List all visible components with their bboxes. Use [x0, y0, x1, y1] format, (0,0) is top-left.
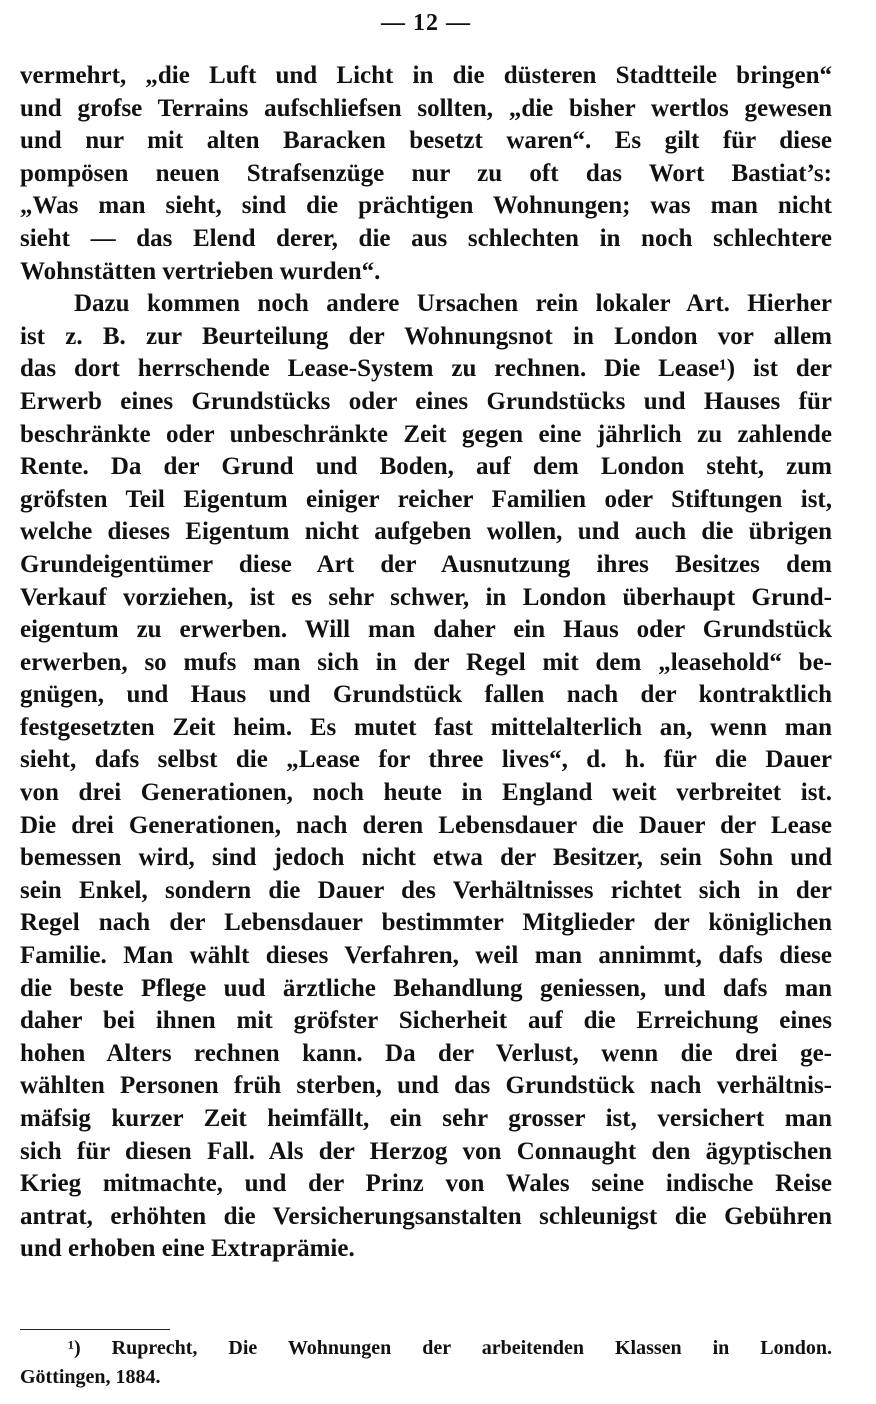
footnote-line: Göttingen, 1884. [20, 1366, 161, 1388]
text-line: Rente. Da der Grund und Boden, auf dem London steht, zum [20, 453, 832, 481]
text-line: und erhoben eine Extraprämie. [20, 1235, 355, 1263]
text-line: mäfsig kurzer Zeit heimfällt, ein sehr grosser ist, versichert man [20, 1105, 832, 1132]
text-line: ist z. B. zur Beurteilung der Wohnungsnot in London vor allem [20, 322, 832, 350]
text-line: die beste Pflege uud ärztliche Behandlung geniessen, und dafs man [20, 974, 832, 1002]
text-line: festgesetzten Zeit heim. Es mutet fast mittelalterlich an, wenn man [20, 713, 832, 741]
text-line: welche dieses Eigentum nicht aufgeben wollen, und auch die übrigen [20, 518, 832, 546]
footnote-separator [20, 1329, 170, 1330]
text-line: gnügen, und Haus und Grundstück fallen nach der kontraktlich [20, 681, 832, 709]
text-line: beschränkte oder unbeschränkte Zeit gegen eine jährlich zu zahlende [20, 420, 832, 448]
text-line: Familie. Man wählt dieses Verfahren, weil man annimmt, dafs diese [20, 942, 832, 970]
text-line: Die drei Generationen, nach deren Lebensdauer die Dauer der Lease [20, 811, 832, 839]
text-line: und nur mit alten Baracken besetzt waren“. Es gilt für diese [20, 127, 832, 155]
text-line: pompösen neuen Strafsenzüge nur zu oft das Wort Bastiat’s: [20, 159, 832, 187]
text-line: sieht — das Elend derer, die aus schlechten in noch schlechtere [20, 224, 832, 252]
text-line: sein Enkel, sondern die Dauer des Verhältnisses richtet sich in der [20, 876, 832, 904]
text-line: Dazu kommen noch andere Ursachen rein lokaler Art. Hierher [74, 290, 832, 318]
document-page [20, 0, 832, 1404]
footnote-line: ¹) Ruprecht, Die Wohnungen der arbeitenden Klassen in London. [68, 1337, 832, 1359]
text-line: daher bei ihnen mit gröfster Sicherheit auf die Erreichung eines [20, 1007, 832, 1035]
text-line: erwerben, so mufs man sich in der Regel mit dem „leasehold“ be- [20, 648, 832, 676]
text-line: gröfsten Teil Eigentum einiger reicher Familien oder Stiftungen ist, [20, 485, 832, 513]
text-line: von drei Generationen, noch heute in England weit verbreitet ist. [20, 779, 832, 807]
text-line: antrat, erhöhten die Versicherungsanstalten schleunigst die Gebühren [20, 1202, 832, 1230]
text-line: „Was man sieht, sind die prächtigen Wohnungen; was man nicht [20, 192, 832, 220]
footnote [20, 1334, 832, 1392]
text-line: Wohnstätten vertrieben wurden“. [20, 257, 381, 285]
body-text [20, 60, 832, 1266]
text-line: das dort herrschende Lease-System zu rechnen. Die Lease¹) ist der [20, 355, 832, 383]
text-line: hohen Alters rechnen kann. Da der Verlust, wenn die drei ge- [20, 1039, 832, 1067]
text-line: bemessen wird, sind jedoch nicht etwa der Besitzer, sein Sohn und [20, 844, 832, 872]
text-line: vermehrt, „die Luft und Licht in die düsteren Stadtteile bringen“ [20, 62, 832, 89]
text-line: sieht, dafs selbst die „Lease for three lives“, d. h. für die Dauer [20, 746, 832, 774]
text-line: Krieg mitmachte, und der Prinz von Wales seine indische Reise [20, 1170, 832, 1198]
text-line: eigentum zu erwerben. Will man daher ein Haus oder Grundstück [20, 616, 832, 644]
page-number: — 12 — [381, 10, 471, 36]
text-line: wählten Personen früh sterben, und das Grundstück nach verhältnis- [20, 1072, 832, 1100]
text-line: Grundeigentümer diese Art der Ausnutzung ihres Besitzes dem [20, 550, 832, 578]
text-line: sich für diesen Fall. Als der Herzog von Connaught den ägyptischen [20, 1137, 832, 1165]
text-line: und grofse Terrains aufschliefsen sollten, „die bisher wertlos gewesen [20, 94, 832, 122]
text-line: Erwerb eines Grundstücks oder eines Grundstücks und Hauses für [20, 387, 832, 415]
text-line: Verkauf vorziehen, ist es sehr schwer, in London überhaupt Grund- [20, 583, 832, 611]
text-line: Regel nach der Lebensdauer bestimmter Mitglieder der königlichen [20, 909, 832, 937]
